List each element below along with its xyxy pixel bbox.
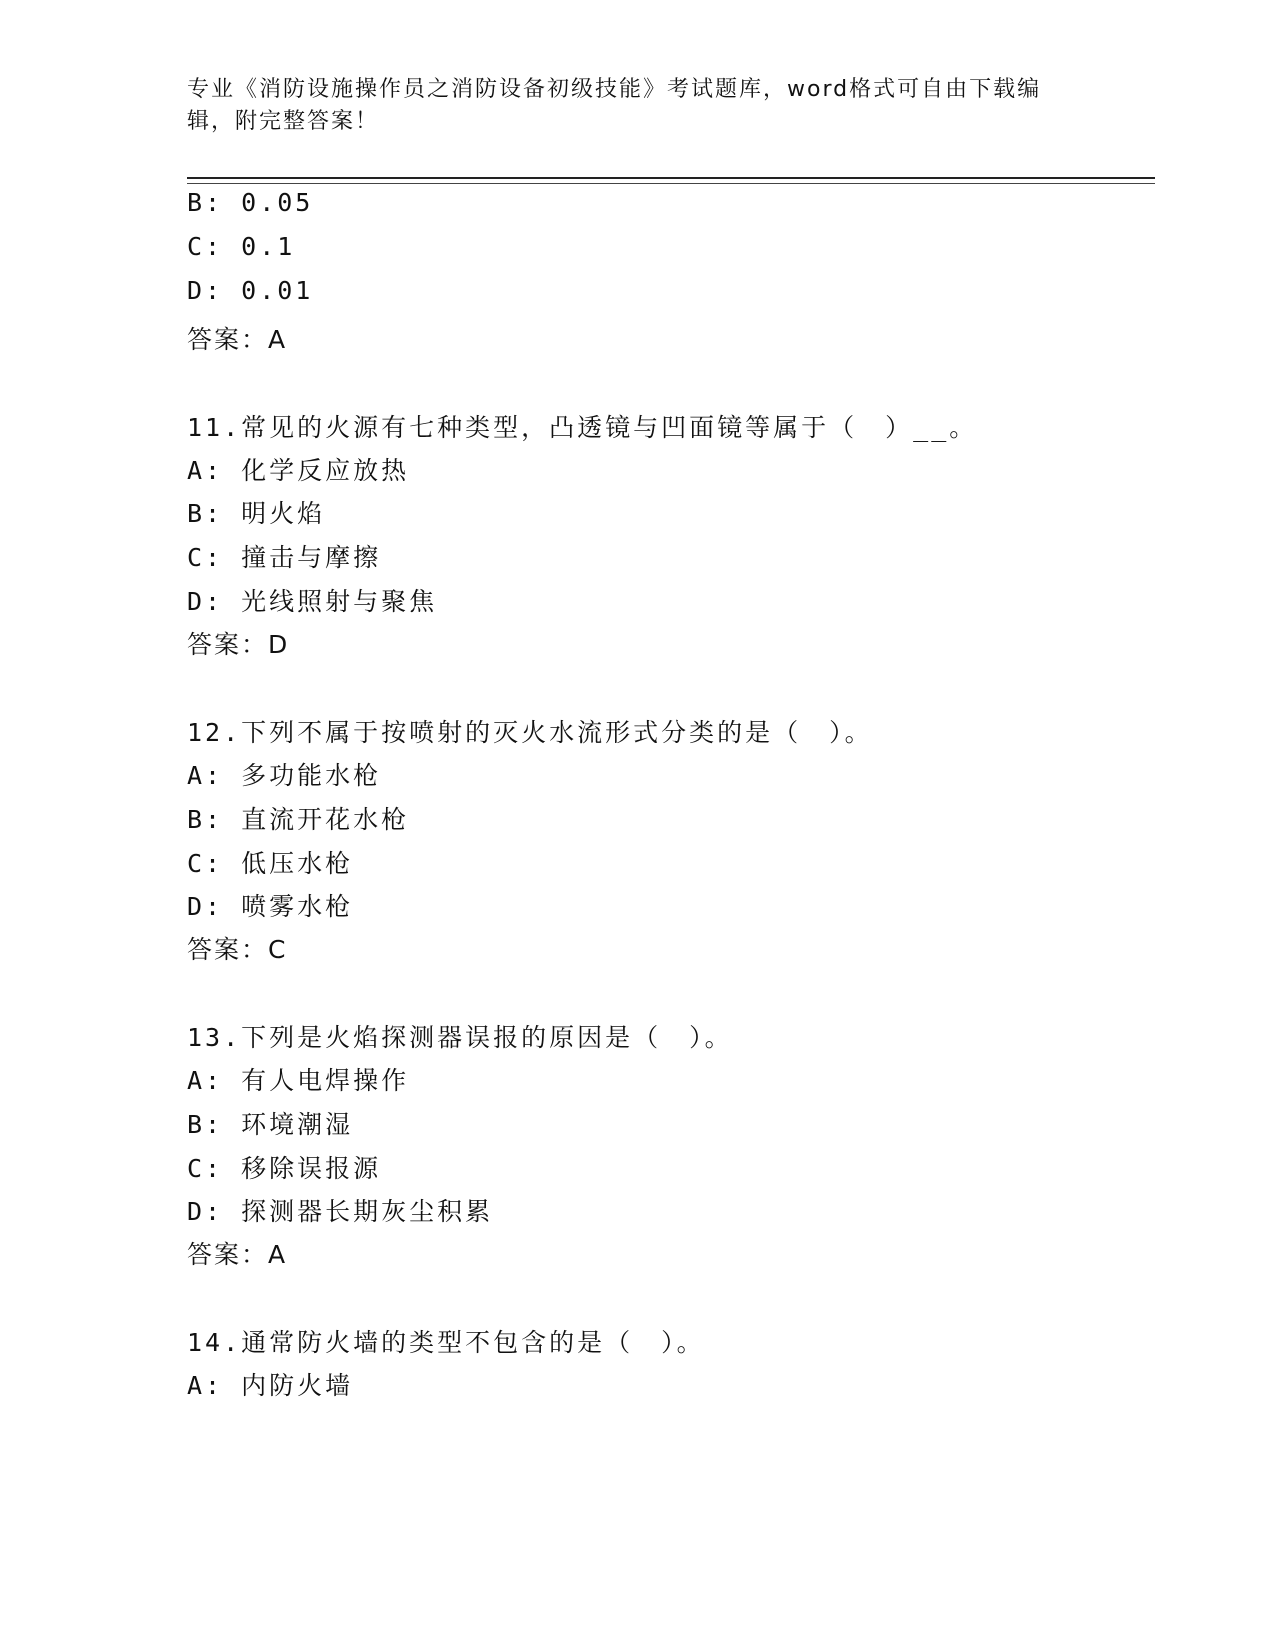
q13-option-d: D: 探测器长期灰尘积累 xyxy=(187,1197,494,1226)
header-divider-thin xyxy=(187,183,1155,184)
q12-option-c: C: 低压水枪 xyxy=(187,849,354,878)
q11-option-b: B: 明火焰 xyxy=(187,499,326,528)
q11-option-c: C: 撞击与摩擦 xyxy=(187,543,382,572)
q12-answer: 答案：C xyxy=(187,935,288,964)
q13-option-b: B: 环境潮湿 xyxy=(187,1110,354,1139)
q10-option-b: B: 0.05 xyxy=(187,188,314,217)
q11-option-d: D: 光线照射与聚焦 xyxy=(187,587,438,616)
intro-line-1: 专业《消防设施操作员之消防设备初级技能》考试题库，word格式可自由下载编 xyxy=(187,77,1042,102)
q13-option-a: A: 有人电焊操作 xyxy=(187,1066,410,1095)
q14-question: 14.通常防火墙的类型不包含的是（ ）。 xyxy=(187,1328,705,1357)
q12-option-a: A: 多功能水枪 xyxy=(187,761,382,790)
q11-answer: 答案：D xyxy=(187,630,290,659)
document-intro xyxy=(187,74,1077,138)
q13-question: 13.下列是火焰探测器误报的原因是（ ）。 xyxy=(187,1023,733,1052)
q10-answer: 答案：A xyxy=(187,325,288,354)
q12-question: 12.下列不属于按喷射的灭火水流形式分类的是（ ）。 xyxy=(187,718,873,747)
q11-question: 11.常见的火源有七种类型，凸透镜与凹面镜等属于（ ）__。 xyxy=(187,413,978,442)
q14-option-a: A: 内防火墙 xyxy=(187,1371,354,1400)
header-divider-thick xyxy=(187,177,1155,179)
q10-option-d: D: 0.01 xyxy=(187,276,314,305)
q13-answer: 答案：A xyxy=(187,1240,288,1269)
q11-option-a: A: 化学反应放热 xyxy=(187,456,410,485)
q12-option-b: B: 直流开花水枪 xyxy=(187,805,410,834)
q12-option-d: D: 喷雾水枪 xyxy=(187,892,354,921)
q10-option-c: C: 0.1 xyxy=(187,232,296,261)
q13-option-c: C: 移除误报源 xyxy=(187,1154,382,1183)
intro-line-2: 辑，附完整答案！ xyxy=(187,109,380,134)
